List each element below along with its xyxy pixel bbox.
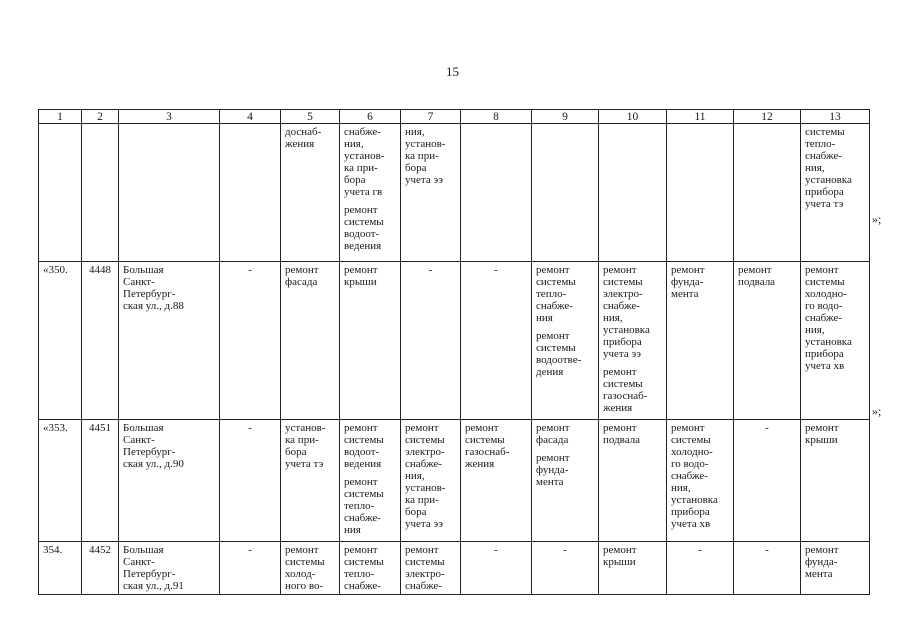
table-cell-col-5 [281, 542, 340, 595]
cell-text: - [248, 422, 252, 434]
table-cell-col-6 [340, 420, 401, 542]
column-number-cell: 8 [461, 110, 532, 124]
table-cell-col-10 [599, 542, 667, 595]
table-cell-col-11 [667, 542, 734, 595]
cell-text: снабже- ния, установ- ка при- бора учета гв [344, 126, 385, 198]
table-row [39, 262, 870, 420]
column-number-cell: 4 [220, 110, 281, 124]
table-cell-col-13 [801, 124, 870, 262]
cell-text: ремонт крыши [805, 422, 839, 446]
cell-text: 354. [43, 544, 63, 556]
cell-text: - [765, 422, 769, 434]
table-cell-col-9 [532, 124, 599, 262]
table-cell-col-9 [532, 262, 599, 420]
table-cell-address [119, 262, 220, 420]
cell-text: ремонт фасада [285, 264, 319, 288]
column-number-cell: 10 [599, 110, 667, 124]
cell-text: ремонт системы холодно- го водо- снабже- ния, установка прибора учета хв [671, 422, 718, 530]
table-cell-col-9 [532, 542, 599, 595]
cell-text: 4451 [89, 422, 111, 434]
cell-text: ремонт подвала [738, 264, 776, 288]
page-number: 15 [446, 64, 459, 79]
cell-text: 4452 [89, 544, 111, 556]
table-cell-code [82, 262, 119, 420]
table-cell-col-7 [401, 420, 461, 542]
cell-text: ремонт системы холодно- го водо- снабже- ния, установка прибора учета хв [805, 264, 852, 372]
cell-text: «353. [43, 422, 68, 434]
column-number-cell: 6 [340, 110, 401, 124]
cell-text: ремонт системы электро- снабже- ния, установ- ка при- бора учета ээ [405, 422, 446, 530]
table-cell-address [119, 542, 220, 595]
cell-text: ремонт фунда- мента [536, 452, 570, 488]
table-cell-code [82, 124, 119, 262]
table-cell-col-4 [220, 262, 281, 420]
cell-text: доснаб- жения [285, 126, 322, 150]
table-cell-col-4 [220, 542, 281, 595]
table-cell-col-5 [281, 124, 340, 262]
table-cell-row-number [39, 262, 82, 420]
cell-text: «350. [43, 264, 68, 276]
cell-text: ремонт подвала [603, 422, 641, 446]
table-cell-col-11 [667, 124, 734, 262]
column-number-cell: 12 [734, 110, 801, 124]
table-cell-col-8 [461, 124, 532, 262]
cell-text: - [563, 544, 567, 556]
cell-text: - [698, 544, 702, 556]
table-cell-col-8 [461, 262, 532, 420]
table-cell-col-8 [461, 420, 532, 542]
column-number-cell: 11 [667, 110, 734, 124]
cell-text: 4448 [89, 264, 111, 276]
cell-text: системы тепло- снабже- ния, установка прибора учета тэ [805, 126, 852, 210]
table-cell-col-13 [801, 262, 870, 420]
table-cell-address [119, 420, 220, 542]
column-number-cell: 9 [532, 110, 599, 124]
cell-text: Большая Санкт- Петербург- ская ул., д.90 [123, 422, 184, 470]
column-number-cell: 2 [82, 110, 119, 124]
table-cell-col-5 [281, 262, 340, 420]
table-cell-col-12 [734, 420, 801, 542]
column-number-row [39, 110, 870, 124]
cell-text: ремонт системы газоснаб- жения [603, 366, 648, 414]
table-cell-col-4 [220, 124, 281, 262]
cell-text: ремонт фунда- мента [671, 264, 705, 300]
cell-text: установ- ка при- бора учета тэ [285, 422, 326, 470]
cell-text: ремонт системы электро- снабже- [405, 544, 445, 592]
column-number-cell: 1 [39, 110, 82, 124]
cell-text: ремонт системы газоснаб- жения [465, 422, 510, 470]
table-cell-row-number [39, 542, 82, 595]
table-cell-row-number [39, 124, 82, 262]
table-cell-col-12 [734, 262, 801, 420]
table-body [39, 110, 870, 595]
table-cell-col-10 [599, 262, 667, 420]
cell-text: - [248, 264, 252, 276]
table-cell-col-13 [801, 542, 870, 595]
table-cell-col-12 [734, 542, 801, 595]
cell-text: ремонт системы тепло- снабже- ния [536, 264, 576, 324]
table-cell-code [82, 420, 119, 542]
cell-text: ремонт фасада [536, 422, 570, 446]
cell-text: - [765, 544, 769, 556]
table-cell-col-7 [401, 124, 461, 262]
closing-quote-mark: »; [872, 212, 882, 226]
table-cell-col-11 [667, 262, 734, 420]
cell-text: - [494, 264, 498, 276]
cell-text: - [428, 264, 433, 276]
column-number-cell: 5 [281, 110, 340, 124]
table-row [39, 542, 870, 595]
cell-text: ремонт крыши [603, 544, 637, 568]
cell-text: ремонт системы тепло- снабже- ния [344, 476, 384, 536]
cell-text: Большая Санкт- Петербург- ская ул., д.91 [123, 544, 184, 592]
cell-text: ния, установ- ка при- бора учета ээ [405, 126, 446, 186]
table-cell-col-7 [401, 542, 461, 595]
cell-text: - [248, 544, 252, 556]
cell-text: ремонт системы холод- ного во- [285, 544, 325, 592]
table-cell-col-10 [599, 420, 667, 542]
table-cell-col-7 [401, 262, 461, 420]
table-cell-address [119, 124, 220, 262]
table-cell-col-5 [281, 420, 340, 542]
cell-text: ремонт крыши [344, 264, 378, 288]
column-number-cell: 3 [119, 110, 220, 124]
table-cell-col-11 [667, 420, 734, 542]
table-cell-col-6 [340, 262, 401, 420]
table-cell-col-10 [599, 124, 667, 262]
cell-text: ремонт системы водоотве- дения [536, 330, 582, 378]
table-cell-col-8 [461, 542, 532, 595]
repair-schedule-table [38, 109, 870, 595]
cell-text: Большая Санкт- Петербург- ская ул., д.88 [123, 264, 184, 312]
table-cell-col-4 [220, 420, 281, 542]
table-cell-col-12 [734, 124, 801, 262]
cell-text: ремонт системы водоот- ведения [344, 204, 384, 252]
table-cell-col-9 [532, 420, 599, 542]
table-row [39, 124, 870, 262]
cell-text: ремонт фунда- мента [805, 544, 839, 580]
cell-text: - [494, 544, 498, 556]
cell-text: ремонт системы электро- снабже- ния, установка прибора учета ээ [603, 264, 650, 360]
column-number-cell: 7 [401, 110, 461, 124]
closing-quote-mark: »; [872, 404, 882, 418]
table-row [39, 420, 870, 542]
table-cell-col-6 [340, 542, 401, 595]
table-cell-row-number [39, 420, 82, 542]
table-cell-code [82, 542, 119, 595]
table-cell-col-6 [340, 124, 401, 262]
cell-text: ремонт системы тепло- снабже- [344, 544, 384, 592]
table-cell-col-13 [801, 420, 870, 542]
column-number-cell: 13 [801, 110, 870, 124]
cell-text: ремонт системы водоот- ведения [344, 422, 384, 470]
